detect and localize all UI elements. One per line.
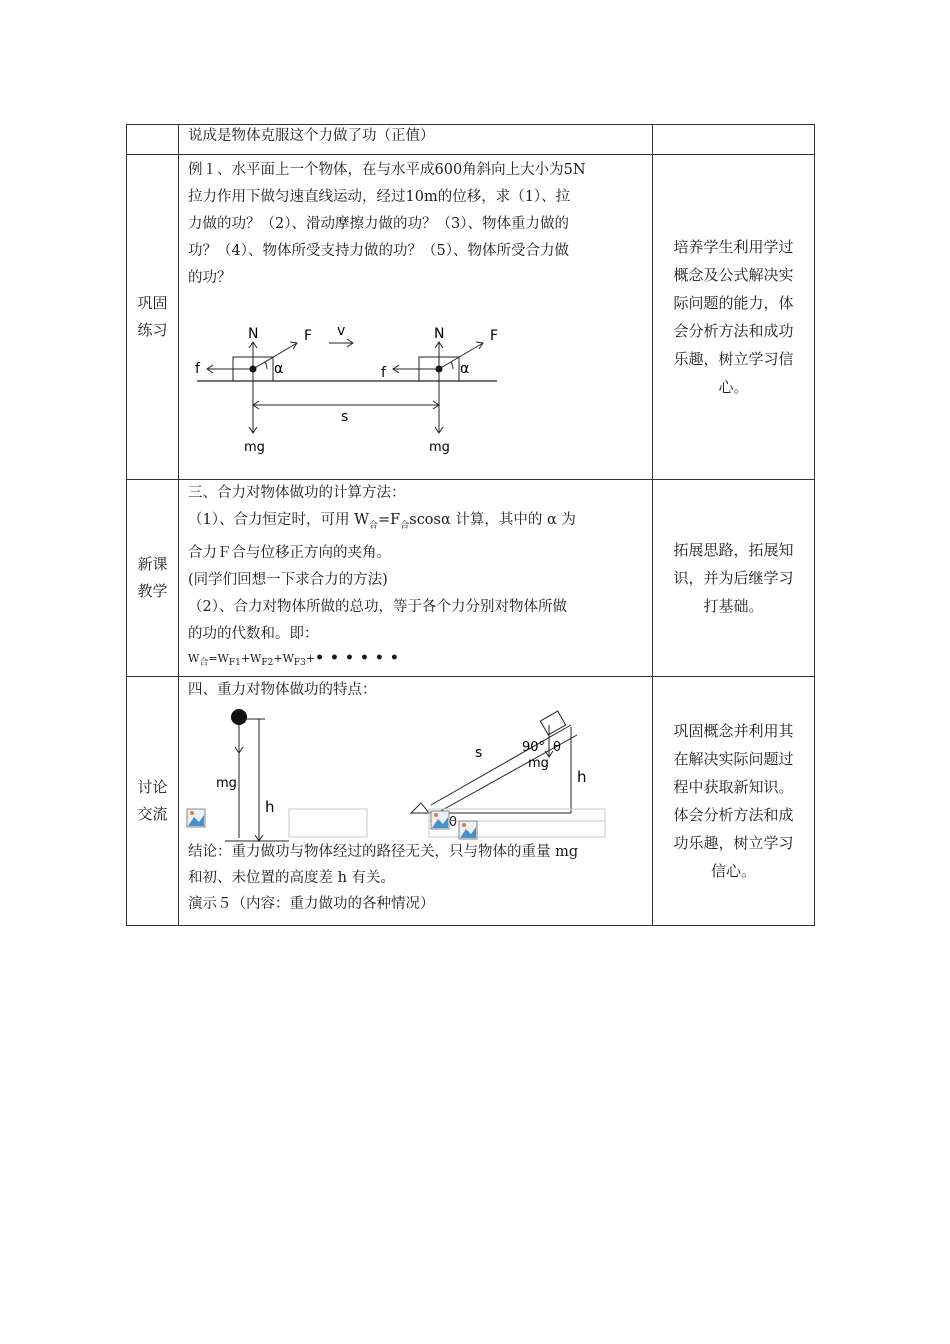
- broken-image-icon: [459, 821, 477, 839]
- gravity-label: mg: [244, 440, 265, 455]
- note-cell-discussion: [653, 677, 815, 925]
- section-title: 四、重力对物体做功的特点：: [188, 682, 377, 698]
- gravity-work-diagram: [179, 705, 653, 845]
- content-cell-practice: [179, 155, 653, 479]
- normal-force-label: N: [248, 326, 259, 342]
- method-line: （1）、合力恒定时，可用 $W_合=F_合scos\alpha$ 计算，其中的 α 为: [188, 512, 576, 531]
- conclusion-line: 和初、未位置的高度差 h 有关。: [188, 870, 396, 886]
- note-line: 功乐趣，树立学习: [673, 834, 794, 852]
- continued-text: 说成是物体克服这个力做了功（正值）: [188, 128, 435, 144]
- row-label-practice: [127, 155, 179, 479]
- note-line: 概念及公式解决实: [673, 266, 794, 284]
- friction-label: f: [195, 361, 200, 377]
- problem-line: 力做的功？（2）、滑动摩擦力做的功？（3）、物体重力做的: [188, 216, 569, 232]
- note-line: 在解决实际问题过: [673, 750, 794, 768]
- friction-label: f: [381, 365, 386, 381]
- note-line: 打基础。: [703, 597, 764, 615]
- angle-label: α: [274, 361, 284, 377]
- right-angle-label: 90°: [522, 740, 546, 755]
- note-cell: [653, 125, 815, 154]
- problem-line: 的功？: [188, 270, 232, 286]
- table-row-continued: [127, 125, 815, 155]
- note-cell-practice: [653, 155, 815, 479]
- note-cell-new-lesson: [653, 480, 815, 676]
- angle-label: α: [460, 361, 470, 377]
- method-line: （2）、合力对物体所做的总功，等于各个力分别对物体所做: [188, 598, 567, 615]
- content-cell-discussion: [179, 677, 653, 925]
- note-line: 心。: [718, 378, 749, 396]
- note-line: 拓展思路，拓展知: [673, 541, 794, 559]
- gravity-label: mg: [429, 440, 450, 455]
- note-line: 乐趣，树立学习信: [673, 350, 794, 368]
- note-line: 会分析方法和成功: [673, 322, 794, 340]
- gravity-label: mg: [528, 756, 549, 771]
- normal-force-label: N: [434, 326, 445, 342]
- conclusion-line: 结论：重力做功与物体经过的路径无关，只与物体的重量 mg: [188, 844, 579, 860]
- velocity-label: v: [337, 323, 346, 339]
- problem-line: 拉力作用下做匀速直线运动，经过10m的位移，求（1）、拉: [188, 189, 571, 205]
- note-line: 培养学生利用学过: [673, 238, 794, 256]
- table-row-discussion: [127, 677, 815, 926]
- content-cell: [179, 125, 653, 154]
- lesson-table: [126, 124, 815, 926]
- note-line: 巩固概念并利用其: [673, 722, 794, 740]
- displacement-label: s: [341, 409, 349, 425]
- height-label: h: [577, 768, 587, 786]
- problem-line: 功？（4）、物体所受支持力做的功？（5）、物体所受合力做: [188, 243, 569, 259]
- pull-force-label: F: [490, 328, 499, 344]
- row-label-line: 讨论: [137, 778, 168, 796]
- theta-label-top: θ: [553, 740, 561, 755]
- broken-image-icon: [431, 811, 449, 829]
- broken-image-icon: [187, 809, 205, 827]
- slope-length-label: s: [475, 745, 483, 761]
- note-line: 识，并为后继学习: [673, 569, 794, 587]
- note-line: 体会分析方法和成: [673, 806, 794, 824]
- row-label-line: 练习: [137, 321, 168, 339]
- method-line: (同学们回想一下求合力的方法): [188, 571, 388, 588]
- row-label-discussion: [127, 677, 179, 925]
- row-label-line: 交流: [137, 805, 168, 823]
- gravity-label: mg: [216, 776, 237, 791]
- table-row-practice: [127, 155, 815, 480]
- note-line: 信心。: [710, 862, 756, 880]
- content-cell-new-lesson: [179, 480, 653, 676]
- row-label-line: 新课: [137, 555, 168, 573]
- problem-line: 例１、水平面上一个物体，在与水平成600角斜向上大小为5N: [188, 162, 586, 178]
- method-line: 的功的代数和。即：: [188, 625, 319, 642]
- force-diagram: [189, 323, 509, 463]
- table-row-new-lesson: [127, 480, 815, 677]
- theta-label-bottom: θ: [449, 815, 457, 830]
- section-title: 三、合力对物体做功的计算方法：: [188, 485, 406, 501]
- row-label-cell: [127, 125, 179, 154]
- row-label-line: 教学: [137, 582, 168, 600]
- row-label-new-lesson: [127, 480, 179, 676]
- demo-line: 演示５（内容：重力做功的各种情况）: [188, 896, 435, 912]
- note-line: 程中获取新知识。: [673, 778, 794, 796]
- pull-force-label: F: [304, 328, 313, 344]
- row-label-line: 巩固: [137, 294, 168, 312]
- height-label: h: [265, 798, 275, 816]
- method-line: 合力Ｆ合与位移正方向的夹角。: [188, 544, 391, 561]
- work-sum-formula: $W_合=W_{F1}+W_{F2}+W_{F3}+••••••$: [188, 649, 405, 669]
- note-line: 际问题的能力，体: [673, 294, 794, 312]
